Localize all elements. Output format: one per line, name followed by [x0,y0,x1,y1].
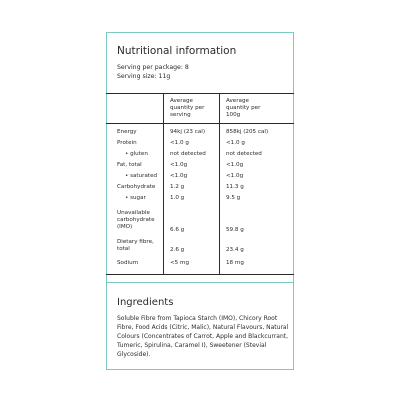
row-value-per-100g: <1.0 g [226,140,245,146]
row-value-per-serving: <1.0 g [170,140,189,146]
row-value-per-100g: 11.3 g [226,184,244,190]
row-label: Protein [117,140,137,146]
table-top-line [106,93,294,94]
row-label: Carbohydrate [117,184,156,190]
row-label: • saturated [125,173,158,179]
row-value-per-serving: 6.6 g [170,227,185,233]
row-value-per-serving: <1.0g [170,173,188,179]
col-header-per-100g: Average quantity per 100g [226,98,261,118]
row-value-per-serving: <5 mg [170,260,190,266]
row-label: Fat, total [117,162,142,168]
row-value-per-100g: 18 mg [226,260,244,266]
row-value-per-serving: 2.6 g [170,247,185,253]
row-label: Sodium [117,260,139,266]
row-value-per-100g: <1.0g [226,162,244,168]
row-label: Unavailable carbohydrate (IMO) [117,210,155,230]
row-value-per-100g: 858kj (205 cal) [226,129,269,135]
ingredients-text: Soluble Fibre from Tapioca Starch (IMO), Chicory Root Fibre, Food Acids (Citric, Malic), Natural Flavours, Natural Colours (Concentrates of Carrot, Apple and Blackcurrant, Tumeric, Spirulina, Caramel I), Sweetener (Stevial Glycoside). [117,315,289,358]
row-value-per-serving: not detected [170,151,206,157]
table-col-divider-2 [219,93,220,275]
row-value-per-100g: not detected [226,151,262,157]
row-label: Dietary fibre, total [117,239,154,252]
table-col-divider-1 [163,93,164,275]
row-label: • gluten [125,151,148,157]
row-label: Energy [117,129,137,135]
nutrition-title: Nutritional information [117,45,237,57]
ingredients-title: Ingredients [117,297,174,308]
row-value-per-100g: 9.5 g [226,195,241,201]
serving-size: Serving size: 11g [117,73,171,80]
table-header-line [106,123,294,124]
row-label: • sugar [125,195,146,201]
row-value-per-100g: <1.0g [226,173,244,179]
row-value-per-serving: 1.2 g [170,184,185,190]
table-bottom-line [106,274,294,275]
row-value-per-serving: <1.0g [170,162,188,168]
servings-per-package: Serving per package: 8 [117,64,189,71]
section-divider [106,282,294,283]
col-header-per-serving: Average quantity per serving [170,98,205,118]
row-value-per-100g: 59.8 g [226,227,244,233]
row-value-per-100g: 23.4 g [226,247,244,253]
row-value-per-serving: 1.0 g [170,195,185,201]
row-value-per-serving: 94kj (23 cal) [170,129,206,135]
